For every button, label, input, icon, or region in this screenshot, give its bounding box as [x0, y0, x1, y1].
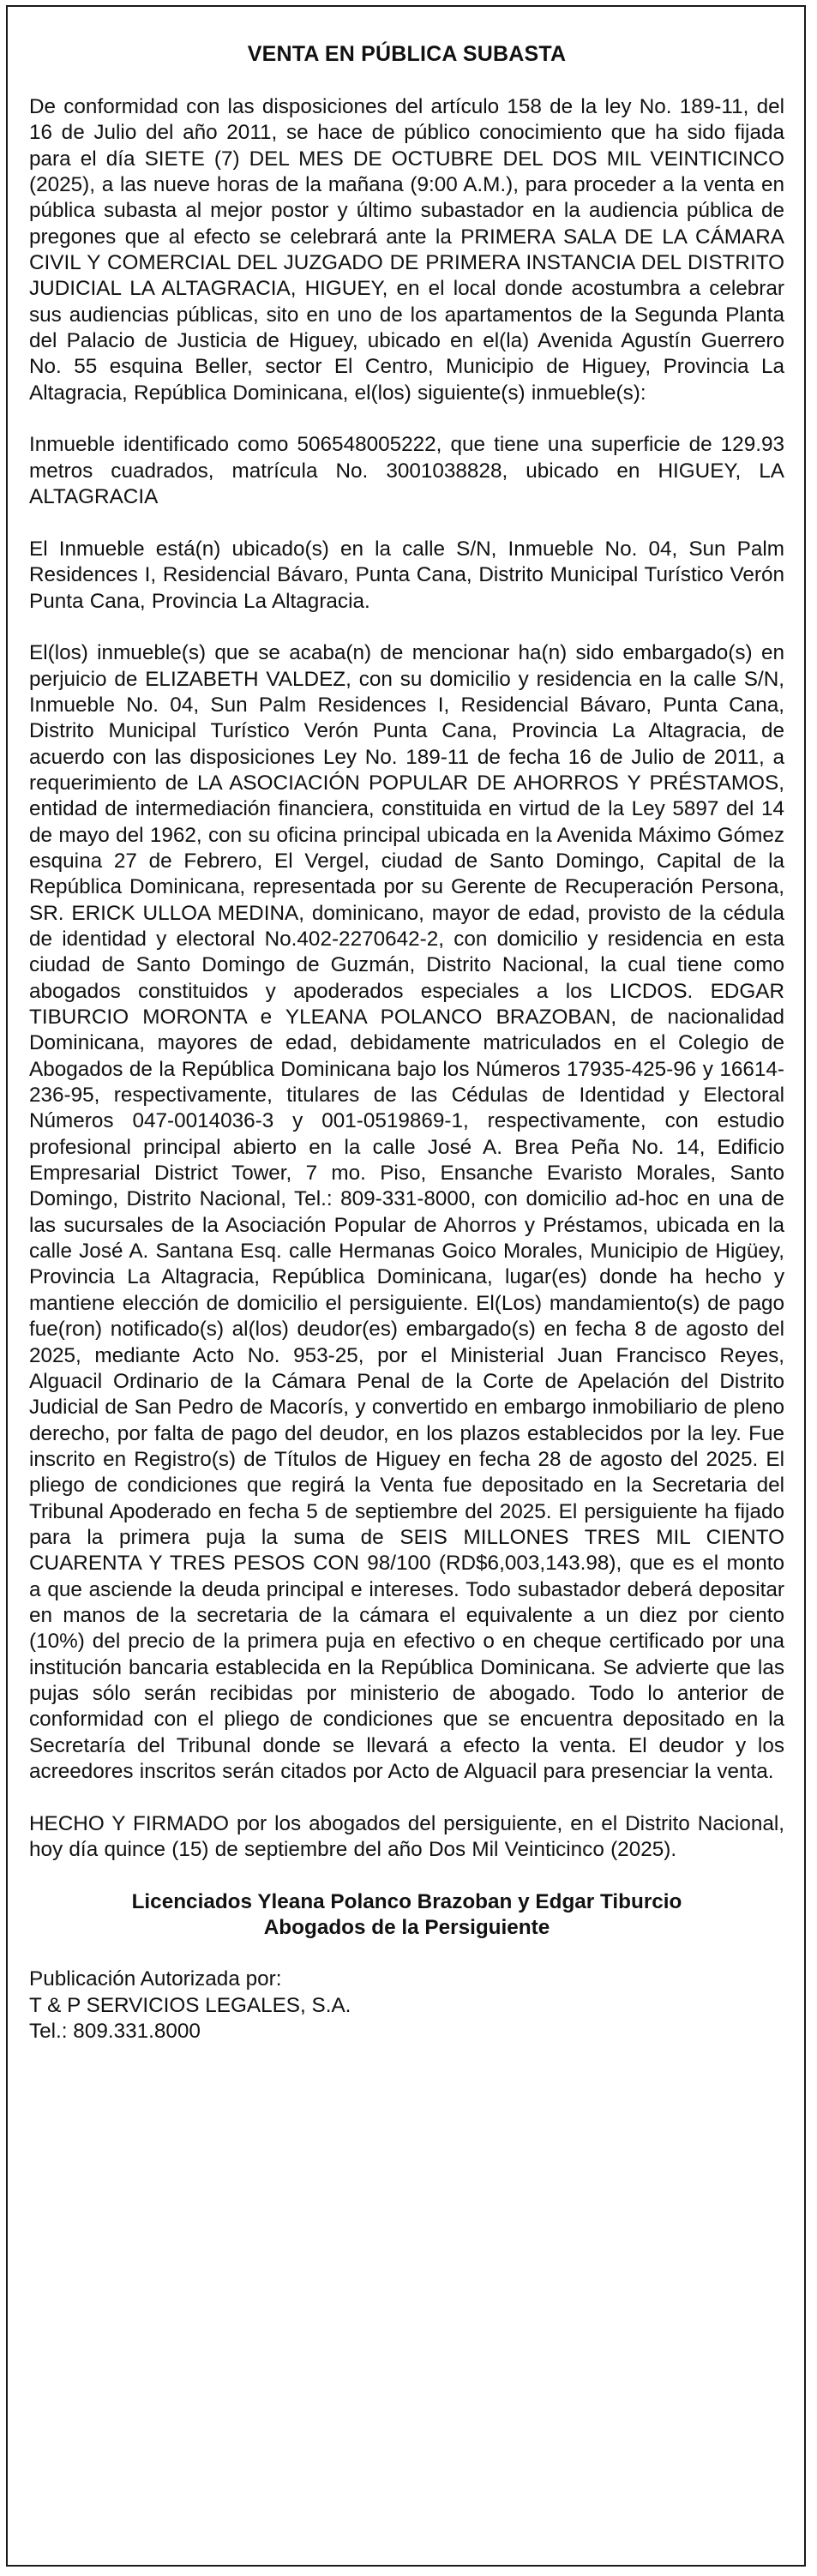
publisher-name: T & P SERVICIOS LEGALES, S.A. — [29, 1993, 351, 2017]
publisher-label: Publicación Autorizada por: — [29, 1967, 282, 1991]
paragraph-auction-announcement: De conformidad con las disposiciones del artículo 158 de la ley No. 189-11, del 16 de Julio del año 2011, se hace de público conocimiento que ha sido fijada para el día SIETE (7) DEL MES DE OCTUBRE DEL DOS MIL VEINTICINCO (2025), a las nueve horas de la mañana (9:00 A.M.), para proceder a la venta en pública subasta al mejor postor y último subastador en la audiencia pública de pregones que al efecto se celebrará ante la PRIMERA SALA DE LA CÁMARA CIVIL Y COMERCIAL DEL JUZGADO DE PRIMERA INSTANCIA DEL DISTRITO JUDICIAL LA ALTAGRACIA, HIGUEY, en el local donde acostumbra a celebrar sus audiencias públicas, sito en uno de los apartamentos de la Segunda Planta del Palacio de Justicia de Higuey, ubicado en el(la) Avenida Agustín Guerrero No. 55 esquina Beller, sector El Centro, Municipio de Higuey, Provincia La Altagracia, República Dominicana, el(los) siguiente(s) inmueble(s): — [29, 95, 784, 405]
publisher-block — [29, 1967, 784, 2045]
signature-block — [29, 1889, 784, 1942]
signature-role: Abogados de la Persiguiente — [263, 1916, 550, 1940]
signature-lawyers: Licenciados Yleana Polanco Brazoban y Edgar Tiburcio — [131, 1889, 682, 1913]
notice-title: VENTA EN PÚBLICA SUBASTA — [247, 42, 567, 66]
paragraph-property-location: El Inmueble está(n) ubicado(s) en la calle S/N, Inmueble No. 04, Sun Palm Residences I, Residencial Bávaro, Punta Cana, Distrito Municipal Turístico Verón Punta Cana, Provincia La Altagracia. — [29, 537, 784, 613]
publisher-phone: Tel.: 809.331.8000 — [29, 2020, 201, 2044]
notice-body — [8, 7, 804, 2045]
legal-notice — [6, 5, 806, 2567]
paragraph-seizure-details: El(los) inmueble(s) que se acaba(n) de mencionar ha(n) sido embargado(s) en perjuicio de ELIZABETH VALDEZ, con su domicilio y residencia en la calle S/N, Inmueble No. 04, Sun Palm Residences I, Residencial Bávaro, Punta Cana, Distrito Municipal Turístico Verón Punta Cana, Provincia La Altagracia, de acuerdo con las disposiciones Ley No. 189-11 de fecha 16 de Julio de 2011, a requerimiento de LA ASOCIACIÓN POPULAR DE AHORROS Y PRÉSTAMOS, entidad de intermediación financiera, constituida en virtud de la Ley 5897 del 14 de mayo del 1962, con su oficina principal ubicada en la Avenida Máximo Gómez esquina 27 de Febrero, El Vergel, ciudad de Santo Domingo, Capital de la República Dominicana, representada por su Gerente de Recuperación Persona, SR. ERICK ULLOA MEDINA, dominicano, mayor de edad, provisto de la cédula de identidad y electoral No.402-2270642-2, con domicilio y residencia en esta ciudad de Santo Domingo de Guzmán, Distrito Nacional, la cual tiene como abogados constituidos y apoderados especiales a los LICDOS. EDGAR TIBURCIO MORONTA e YLEANA POLANCO BRAZOBAN, de nacionalidad Dominicana, mayores de edad, debidamente matriculados en el Colegio de Abogados de la República Dominicana bajo los Números 17935-425-96 y 16614-236-95, respectivamente, titulares de las Cédulas de Identidad y Electoral Números 047-0014036-3 y 001-0519869-1, respectivamente, con estudio profesional principal abierto en la calle José A. Brea Peña No. 14, Edificio Empresarial District Tower, 7 mo. Piso, Ensanche Evaristo Morales, Santo Domingo, Distrito Nacional, Tel.: 809-331-8000, con domicilio ad-hoc en una de las sucursales de la Asociación Popular de Ahorros y Préstamos, ubicada en la calle José A. Santana Esq. calle Hermanas Goico Morales, Municipio de Higüey, Provincia La Altagracia, República Dominicana, lugar(es) donde ha hecho y mantiene elección de domicilio el persiguiente. El(Los) mandamiento(s) de pago fue(ron) notificado(s) al(los) deudor(es) embargado(s) en fecha 8 de agosto del 2025, mediante Acto No. 953-25, por el Ministerial Juan Francisco Reyes, Alguacil Ordinario de la Cámara Penal de la Corte de Apelación del Distrito Judicial de San Pedro de Macorís, y convertido en embargo inmobiliario de pleno derecho, por falta de pago del deudor, en los plazos establecidos por la ley. Fue inscrito en Registro(s) de Títulos de Higuey en fecha 28 de agosto del 2025. El pliego de condiciones que regirá la Venta fue depositado en la Secretaria del Tribunal Apoderado en fecha 5 de septiembre del 2025. El persiguiente ha fijado para la primera puja la suma de SEIS MILLONES TRES MIL CIENTO CUARENTA Y TRES PESOS CON 98/100 (RD$6,003,143.98), que es el monto a que asciende la deuda principal e intereses. Todo subastador deberá depositar en manos de la secretaria de la cámara el equivalente a un diez por ciento (10%) del precio de la primera puja en efectivo o en cheque certificado por una institución bancaria establecida en la República Dominicana. Se advierte que las pujas sólo serán recibidas por ministerio de abogado. Todo lo anterior de conformidad con el pliego de condiciones que se encuentra depositado en la Secretaría del Tribunal donde se llevará a efecto la venta. El deudor y los acreedores inscritos serán citados por Acto de Alguacil para presenciar la venta. — [29, 641, 784, 1783]
paragraph-signing-statement: HECHO Y FIRMADO por los abogados del persiguiente, en el Distrito Nacional, hoy día quince (15) de septiembre del año Dos Mil Veinticinco (2025). — [29, 1811, 784, 1862]
paragraph-property-identification: Inmueble identificado como 506548005222, que tiene una superficie de 129.93 metros cuadrados, matrícula No. 3001038828, ubicado en HIGUEY, LA ALTAGRACIA — [29, 433, 784, 509]
